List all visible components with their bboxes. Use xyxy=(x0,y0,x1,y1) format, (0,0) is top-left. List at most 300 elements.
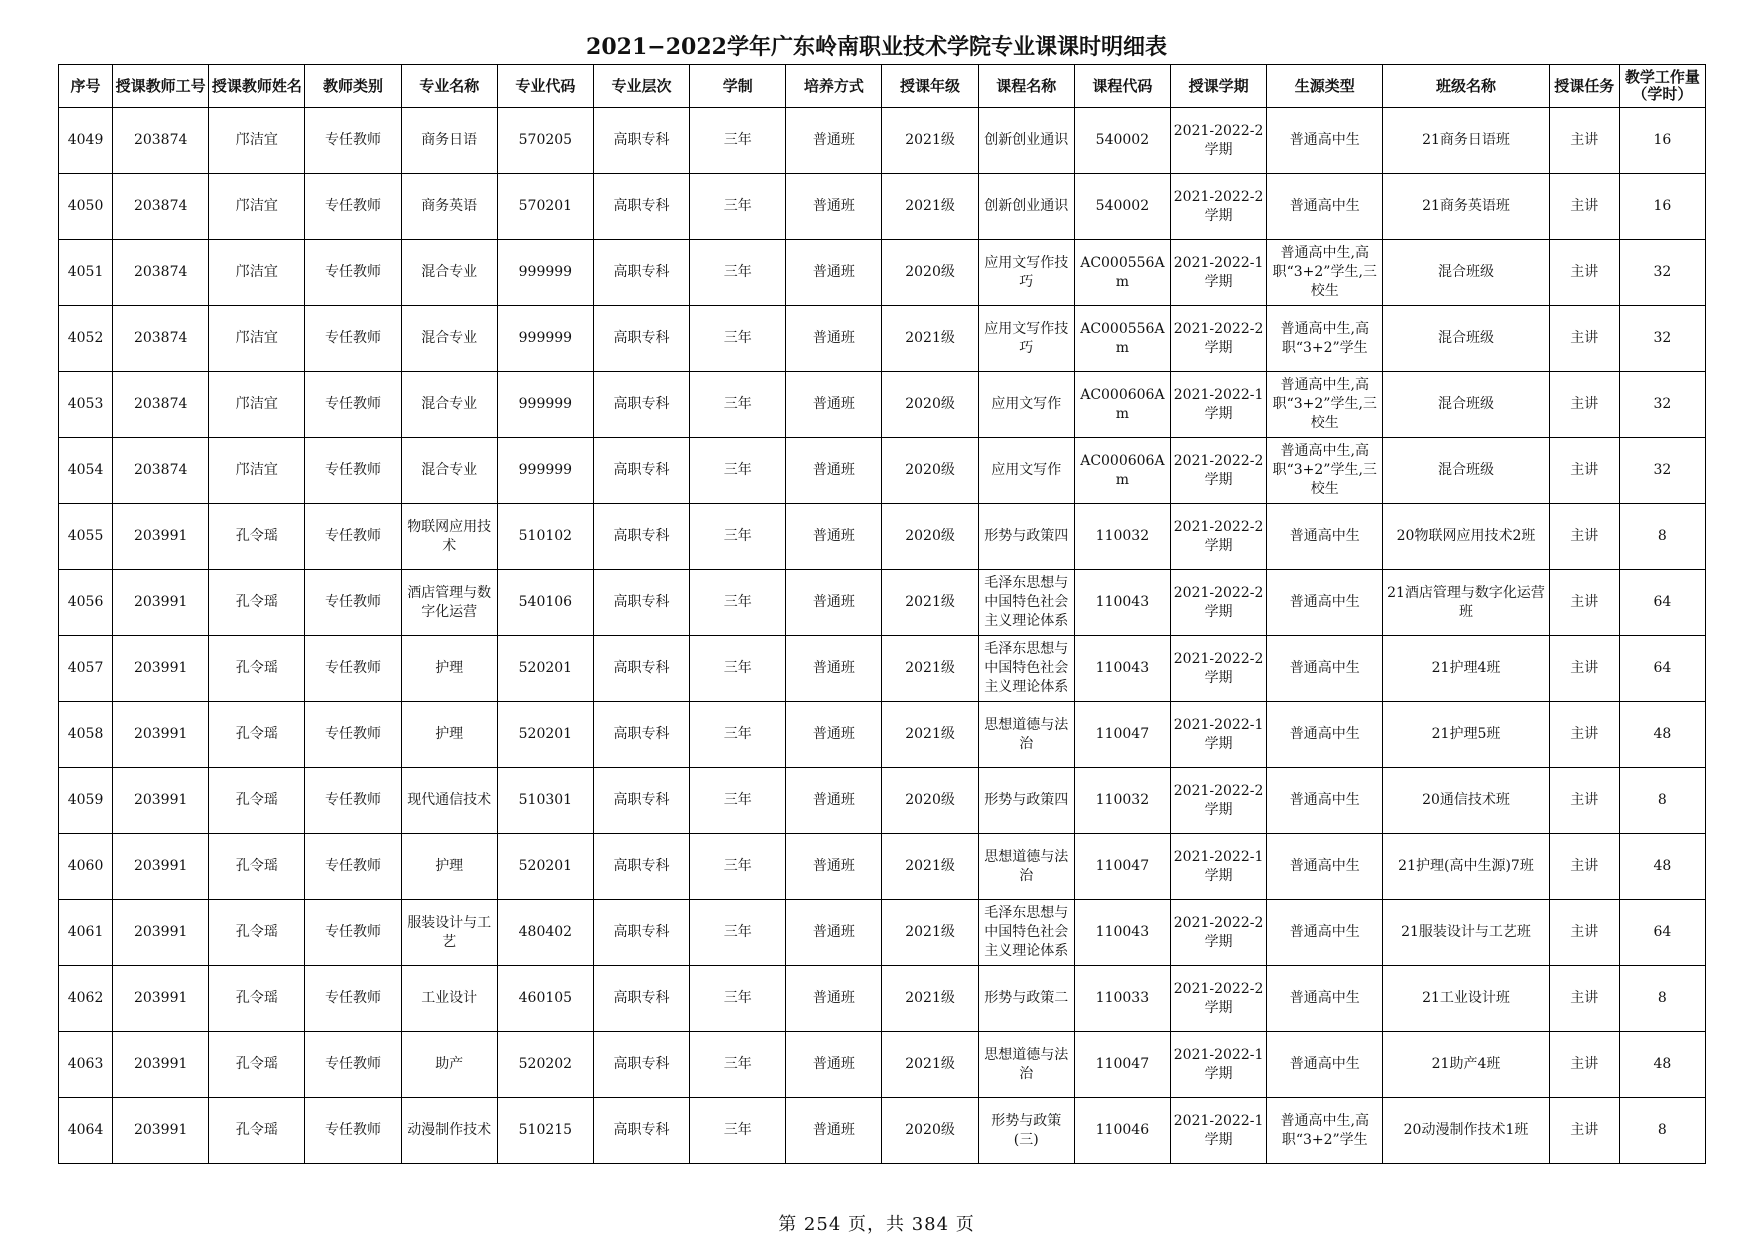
table-cell xyxy=(1549,240,1619,306)
table-cell xyxy=(882,438,978,504)
cell-text: 邝洁宜 xyxy=(235,198,278,214)
table-cell xyxy=(1170,636,1266,702)
cell-text: 999999 xyxy=(518,396,573,412)
cell-text: 2021-2022-2学期 xyxy=(1173,452,1264,488)
table-cell xyxy=(209,966,305,1032)
table-cell xyxy=(1267,306,1383,372)
column-header: 授课教师工号 xyxy=(113,65,209,108)
cell-text: 2021-2022-2学期 xyxy=(1173,188,1264,224)
cell-text: 应用文写作 xyxy=(991,396,1062,412)
cell-text: 4052 xyxy=(67,330,104,346)
cell-text: 主讲 xyxy=(1570,132,1599,148)
table-cell xyxy=(305,570,401,636)
table-cell xyxy=(882,240,978,306)
cell-text: 2021级 xyxy=(905,198,955,214)
cell-text: 2021-2022-1学期 xyxy=(1173,1112,1264,1148)
table-cell xyxy=(978,108,1074,174)
table-cell xyxy=(690,174,786,240)
cell-text: 高职专科 xyxy=(613,594,670,610)
cell-text: 动漫制作技术 xyxy=(407,1122,492,1138)
table-cell xyxy=(113,174,209,240)
table-cell xyxy=(113,768,209,834)
cell-text: 64 xyxy=(1653,594,1672,610)
cell-text: 混合专业 xyxy=(421,462,478,478)
cell-text: 2020级 xyxy=(905,1122,955,1138)
column-header: 教学工作量（学时） xyxy=(1619,65,1705,108)
table-cell xyxy=(1383,966,1549,1032)
cell-text: 21护理5班 xyxy=(1431,726,1501,742)
table-cell xyxy=(786,438,882,504)
table-cell xyxy=(1074,570,1170,636)
cell-text: 普通班 xyxy=(812,396,855,412)
table-cell xyxy=(497,240,593,306)
cell-text: 混合班级 xyxy=(1438,330,1494,346)
cell-text: 8 xyxy=(1657,1122,1667,1138)
cell-text: 主讲 xyxy=(1570,264,1599,280)
table-cell xyxy=(593,1098,689,1164)
table-cell xyxy=(1170,1032,1266,1098)
table-cell xyxy=(1074,372,1170,438)
table-cell xyxy=(1267,108,1383,174)
table-cell xyxy=(690,504,786,570)
table-cell xyxy=(1549,108,1619,174)
table-cell xyxy=(690,768,786,834)
table-cell xyxy=(59,900,113,966)
table-cell xyxy=(978,1032,1074,1098)
table-cell xyxy=(978,1098,1074,1164)
cell-text: 2020级 xyxy=(905,264,955,280)
cell-text: 2021-2022-2学期 xyxy=(1173,122,1264,158)
table-cell xyxy=(209,372,305,438)
cell-text: 32 xyxy=(1653,330,1672,346)
cell-text: 2021-2022-2学期 xyxy=(1173,518,1264,554)
table-cell xyxy=(497,438,593,504)
cell-text: 三年 xyxy=(723,1056,752,1072)
cell-text: 酒店管理与数字化运营 xyxy=(407,584,492,620)
table-cell xyxy=(497,306,593,372)
cell-text: 203991 xyxy=(133,858,188,874)
cell-text: 主讲 xyxy=(1570,330,1599,346)
table-cell xyxy=(113,834,209,900)
cell-text: 混合专业 xyxy=(421,330,478,346)
course-hours-table xyxy=(58,64,1706,1164)
cell-text: 2021级 xyxy=(905,990,955,1006)
table-cell xyxy=(786,1098,882,1164)
cell-text: 三年 xyxy=(723,924,752,940)
table-cell xyxy=(59,702,113,768)
table-cell xyxy=(305,834,401,900)
cell-text: 主讲 xyxy=(1570,990,1599,1006)
table-cell xyxy=(209,900,305,966)
column-header: 专业代码 xyxy=(497,65,593,108)
cell-text: 高职专科 xyxy=(613,198,670,214)
cell-text: 专任教师 xyxy=(325,264,382,280)
cell-text: 21酒店管理与数字化运营班 xyxy=(1387,584,1545,620)
cell-text: 4058 xyxy=(67,726,104,742)
cell-text: 形势与政策(三) xyxy=(991,1112,1062,1148)
table-cell xyxy=(1619,240,1705,306)
cell-text: 2021级 xyxy=(905,132,955,148)
table-cell xyxy=(113,900,209,966)
table-cell xyxy=(1170,768,1266,834)
cell-text: 专任教师 xyxy=(325,990,382,1006)
table-cell xyxy=(59,1032,113,1098)
table-cell xyxy=(59,768,113,834)
table-cell xyxy=(882,636,978,702)
cell-text: 2021级 xyxy=(905,594,955,610)
cell-text: 高职专科 xyxy=(613,132,670,148)
table-cell xyxy=(786,570,882,636)
cell-text: 2021-2022-2学期 xyxy=(1173,980,1264,1016)
table-cell xyxy=(1383,174,1549,240)
cell-text: 普通班 xyxy=(812,792,855,808)
cell-text: 孔令瑶 xyxy=(235,594,278,610)
table-cell xyxy=(1074,834,1170,900)
cell-text: 专任教师 xyxy=(325,330,382,346)
table-cell xyxy=(1074,966,1170,1032)
table-cell xyxy=(882,768,978,834)
cell-text: 2021-2022-1学期 xyxy=(1173,386,1264,422)
cell-text: 主讲 xyxy=(1570,858,1599,874)
cell-text: 邝洁宜 xyxy=(235,132,278,148)
cell-text: 普通高中生 xyxy=(1289,528,1360,544)
table-cell xyxy=(497,702,593,768)
table-cell xyxy=(59,834,113,900)
cell-text: 32 xyxy=(1653,396,1672,412)
table-cell xyxy=(305,174,401,240)
cell-text: 专任教师 xyxy=(325,792,382,808)
cell-text: 普通班 xyxy=(812,660,855,676)
cell-text: 普通班 xyxy=(812,1056,855,1072)
table-cell xyxy=(1383,1098,1549,1164)
cell-text: 专任教师 xyxy=(325,528,382,544)
table-cell xyxy=(59,306,113,372)
table-cell xyxy=(1267,570,1383,636)
table-cell xyxy=(1170,240,1266,306)
table-cell xyxy=(59,108,113,174)
cell-text: 服装设计与工艺 xyxy=(407,914,492,950)
table-cell xyxy=(1170,306,1266,372)
cell-text: 48 xyxy=(1653,1056,1672,1072)
table-cell xyxy=(882,702,978,768)
table-cell xyxy=(593,504,689,570)
cell-text: 普通班 xyxy=(812,990,855,1006)
table-cell xyxy=(690,438,786,504)
cell-text: 思想道德与法治 xyxy=(984,848,1069,884)
cell-text: 2021-2022-2学期 xyxy=(1173,650,1264,686)
cell-text: 48 xyxy=(1653,726,1672,742)
table-cell xyxy=(1549,768,1619,834)
cell-text: 创新创业通识 xyxy=(984,132,1069,148)
cell-text: 110047 xyxy=(1095,858,1150,874)
cell-text: 高职专科 xyxy=(613,462,670,478)
table-cell xyxy=(882,1098,978,1164)
cell-text: 4057 xyxy=(67,660,104,676)
table-cell xyxy=(1549,966,1619,1032)
table-cell xyxy=(497,504,593,570)
cell-text: 510102 xyxy=(518,528,573,544)
table-cell xyxy=(1170,108,1266,174)
cell-text: 形势与政策四 xyxy=(984,528,1069,544)
cell-text: 203991 xyxy=(133,792,188,808)
table-cell xyxy=(978,966,1074,1032)
table-cell xyxy=(786,834,882,900)
table-cell xyxy=(209,834,305,900)
cell-text: 三年 xyxy=(723,132,752,148)
table-cell xyxy=(1170,504,1266,570)
table-cell xyxy=(1619,702,1705,768)
table-body xyxy=(59,108,1706,1164)
table-cell xyxy=(1267,372,1383,438)
document-title: 2021−2022学年广东岭南职业技术学院专业课课时明细表 xyxy=(586,34,1167,60)
cell-text: 2021级 xyxy=(905,726,955,742)
table-row xyxy=(59,504,1706,570)
cell-text: 高职专科 xyxy=(613,660,670,676)
cell-text: 主讲 xyxy=(1570,1056,1599,1072)
cell-text: 999999 xyxy=(518,330,573,346)
table-cell xyxy=(593,438,689,504)
table-row xyxy=(59,438,1706,504)
cell-text: 540002 xyxy=(1095,198,1150,214)
cell-text: 普通高中生 xyxy=(1289,990,1360,1006)
cell-text: 2021-2022-2学期 xyxy=(1173,320,1264,356)
cell-text: 普通高中生 xyxy=(1289,792,1360,808)
cell-text: 570205 xyxy=(518,132,573,148)
table-cell xyxy=(690,834,786,900)
cell-text: 4061 xyxy=(67,924,104,940)
table-row xyxy=(59,108,1706,174)
cell-text: 4056 xyxy=(67,594,104,610)
table-cell xyxy=(305,504,401,570)
cell-text: 高职专科 xyxy=(613,1056,670,1072)
table-row xyxy=(59,966,1706,1032)
table-cell xyxy=(497,1032,593,1098)
table-cell xyxy=(401,702,497,768)
table-cell xyxy=(305,372,401,438)
cell-text: 主讲 xyxy=(1570,594,1599,610)
page-number: 第 254 页，共 384 页 xyxy=(778,1214,975,1235)
table-cell xyxy=(497,966,593,1032)
table-cell xyxy=(59,1098,113,1164)
table-cell xyxy=(1074,1098,1170,1164)
cell-text: 8 xyxy=(1657,528,1667,544)
table-cell xyxy=(593,636,689,702)
table-cell xyxy=(1549,900,1619,966)
table-cell xyxy=(690,372,786,438)
table-cell xyxy=(209,768,305,834)
table-cell xyxy=(497,570,593,636)
table-cell xyxy=(1383,834,1549,900)
table-cell xyxy=(1267,504,1383,570)
cell-text: 三年 xyxy=(723,990,752,1006)
cell-text: 普通班 xyxy=(812,924,855,940)
cell-text: 203991 xyxy=(133,660,188,676)
cell-text: 护理 xyxy=(435,660,464,676)
table-cell xyxy=(305,1098,401,1164)
cell-text: 540002 xyxy=(1095,132,1150,148)
table-cell xyxy=(401,504,497,570)
cell-text: 203991 xyxy=(133,924,188,940)
cell-text: 邝洁宜 xyxy=(235,330,278,346)
table-cell xyxy=(1549,372,1619,438)
table-cell xyxy=(209,306,305,372)
table-cell xyxy=(1619,768,1705,834)
table-cell xyxy=(305,108,401,174)
table-cell xyxy=(113,240,209,306)
table-cell xyxy=(690,900,786,966)
cell-text: 48 xyxy=(1653,858,1672,874)
cell-text: 主讲 xyxy=(1570,462,1599,478)
table-cell xyxy=(401,108,497,174)
table-cell xyxy=(1619,306,1705,372)
cell-text: 110043 xyxy=(1095,924,1150,940)
table-cell xyxy=(1074,108,1170,174)
column-header: 授课学期 xyxy=(1170,65,1266,108)
table-cell xyxy=(1074,768,1170,834)
table-cell xyxy=(1267,900,1383,966)
cell-text: 专任教师 xyxy=(325,1056,382,1072)
table-cell xyxy=(690,1032,786,1098)
table-cell xyxy=(59,372,113,438)
cell-text: 110032 xyxy=(1095,528,1150,544)
table-cell xyxy=(59,438,113,504)
table-cell xyxy=(1170,372,1266,438)
cell-text: 普通高中生,高职“3+2”学生,三校生 xyxy=(1272,245,1377,299)
table-cell xyxy=(113,702,209,768)
cell-text: 16 xyxy=(1653,132,1672,148)
table-cell xyxy=(882,504,978,570)
cell-text: 21助产4班 xyxy=(1431,1056,1501,1072)
cell-text: 专任教师 xyxy=(325,132,382,148)
cell-text: 203991 xyxy=(133,990,188,1006)
table-cell xyxy=(882,1032,978,1098)
table-cell xyxy=(978,768,1074,834)
cell-text: 8 xyxy=(1657,792,1667,808)
cell-text: 普通班 xyxy=(812,330,855,346)
cell-text: 高职专科 xyxy=(613,264,670,280)
table-cell xyxy=(786,372,882,438)
table-cell xyxy=(1267,240,1383,306)
cell-text: 混合专业 xyxy=(421,396,478,412)
table-cell xyxy=(401,306,497,372)
table-cell xyxy=(1383,768,1549,834)
cell-text: 普通高中生 xyxy=(1289,198,1360,214)
cell-text: 4053 xyxy=(67,396,104,412)
cell-text: 邝洁宜 xyxy=(235,396,278,412)
cell-text: 应用文写作技巧 xyxy=(984,254,1069,290)
column-header: 生源类型 xyxy=(1267,65,1383,108)
cell-text: 专任教师 xyxy=(325,396,382,412)
table-cell xyxy=(1074,1032,1170,1098)
table-cell xyxy=(1074,240,1170,306)
cell-text: 高职专科 xyxy=(613,858,670,874)
cell-text: AC000606Am xyxy=(1080,386,1165,422)
table-cell xyxy=(978,570,1074,636)
cell-text: 21商务日语班 xyxy=(1422,132,1510,148)
cell-text: 主讲 xyxy=(1570,792,1599,808)
table-cell xyxy=(786,900,882,966)
table-cell xyxy=(1619,636,1705,702)
table-cell xyxy=(401,240,497,306)
table-cell xyxy=(1074,174,1170,240)
cell-text: 主讲 xyxy=(1570,924,1599,940)
cell-text: 主讲 xyxy=(1570,726,1599,742)
table-cell xyxy=(1267,438,1383,504)
table-cell xyxy=(593,372,689,438)
table-cell xyxy=(1383,372,1549,438)
table-cell xyxy=(305,636,401,702)
column-header: 学制 xyxy=(690,65,786,108)
cell-text: 203874 xyxy=(133,198,188,214)
cell-text: 520201 xyxy=(518,726,573,742)
cell-text: 主讲 xyxy=(1570,660,1599,676)
column-header: 培养方式 xyxy=(786,65,882,108)
table-row xyxy=(59,240,1706,306)
cell-text: 孔令瑶 xyxy=(235,1122,278,1138)
cell-text: 毛泽东思想与中国特色社会主义理论体系 xyxy=(984,905,1069,959)
cell-text: 三年 xyxy=(723,264,752,280)
table-cell xyxy=(1619,372,1705,438)
table-cell xyxy=(593,768,689,834)
cell-text: 21护理(高中生源)7班 xyxy=(1398,858,1534,874)
cell-text: 三年 xyxy=(723,396,752,412)
cell-text: AC000606Am xyxy=(1080,452,1165,488)
cell-text: 主讲 xyxy=(1570,198,1599,214)
table-row xyxy=(59,306,1706,372)
table-cell xyxy=(401,834,497,900)
cell-text: 三年 xyxy=(723,1122,752,1138)
table-cell xyxy=(1549,834,1619,900)
table-cell xyxy=(1170,834,1266,900)
cell-text: 形势与政策四 xyxy=(984,792,1069,808)
table-cell xyxy=(305,240,401,306)
cell-text: 孔令瑶 xyxy=(235,924,278,940)
table-cell xyxy=(1267,768,1383,834)
cell-text: 专任教师 xyxy=(325,924,382,940)
table-cell xyxy=(1383,570,1549,636)
cell-text: 孔令瑶 xyxy=(235,858,278,874)
cell-text: 普通班 xyxy=(812,594,855,610)
cell-text: 应用文写作 xyxy=(991,462,1062,478)
table-cell xyxy=(59,570,113,636)
table-cell xyxy=(497,174,593,240)
table-cell xyxy=(593,900,689,966)
table-cell xyxy=(1619,900,1705,966)
cell-text: 8 xyxy=(1657,990,1667,1006)
table-cell xyxy=(1170,966,1266,1032)
table-cell xyxy=(1549,306,1619,372)
cell-text: 203874 xyxy=(133,462,188,478)
table-cell xyxy=(305,306,401,372)
table-cell xyxy=(59,966,113,1032)
cell-text: 普通班 xyxy=(812,1122,855,1138)
cell-text: 高职专科 xyxy=(613,990,670,1006)
table-cell xyxy=(690,636,786,702)
cell-text: 110032 xyxy=(1095,792,1150,808)
table-cell xyxy=(882,900,978,966)
table-cell xyxy=(1383,306,1549,372)
cell-text: 高职专科 xyxy=(613,1122,670,1138)
table-cell xyxy=(113,306,209,372)
cell-text: 21商务英语班 xyxy=(1422,198,1510,214)
table-cell xyxy=(978,372,1074,438)
table-cell xyxy=(1383,900,1549,966)
column-header: 专业名称 xyxy=(401,65,497,108)
cell-text: 2020级 xyxy=(905,528,955,544)
cell-text: 孔令瑶 xyxy=(235,726,278,742)
table-cell xyxy=(786,1032,882,1098)
cell-text: 4049 xyxy=(67,132,104,148)
